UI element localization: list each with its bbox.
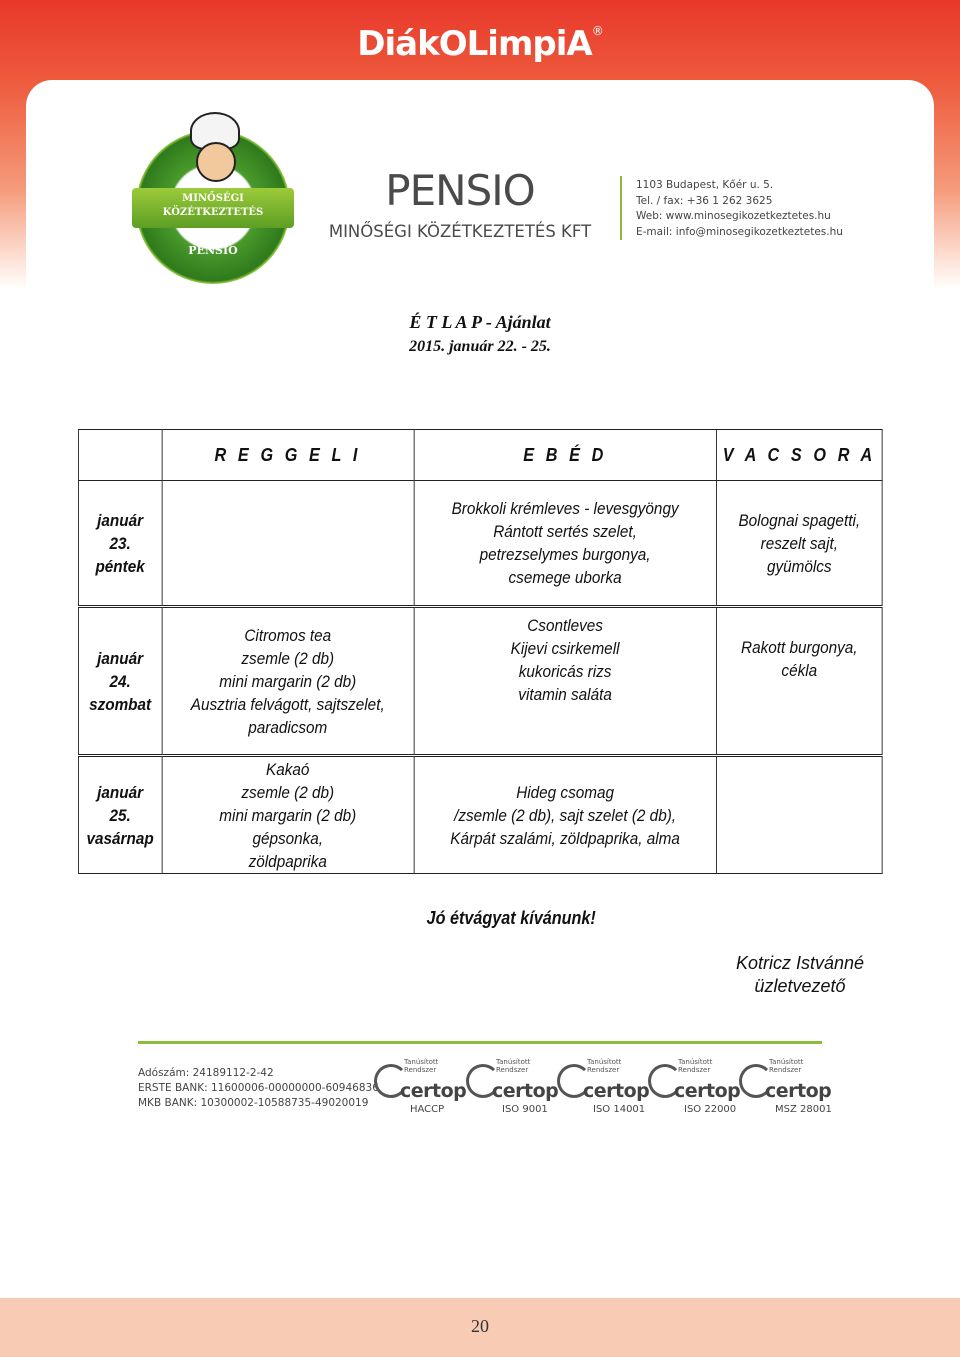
menu-table (78, 429, 883, 874)
col-dinner: V A C S O R A (716, 430, 882, 481)
bank-mkb: MKB BANK: 10300002-10588735-49020019 (138, 1097, 369, 1109)
menu-title (0, 310, 960, 360)
lunch-cell: Hideg csomag /zsemle (2 db), sajt szelet (2 db), Kárpát szalámi, zöldpaprika, alma (414, 756, 717, 874)
lunch-cell: Brokkoli krémleves - levesgyöngy Rántott sertés szelet, petrezselymes burgonya, csemege uborka (414, 481, 717, 607)
cert-badge: Tanúsított Rendszer certop HACCP (374, 1058, 466, 1120)
col-lunch: E B É D (414, 430, 717, 481)
footer-divider (138, 1041, 822, 1044)
signature-role: üzletvezető (754, 976, 846, 996)
table-row (78, 481, 882, 607)
tax-number: Adószám: 24189112-2-42 (138, 1067, 274, 1079)
contact-web: Web: www.minosegikozetkeztetes.hu (636, 210, 831, 222)
chef-face-icon (196, 142, 236, 182)
cert-badge: Tanúsított Rendszer certop ISO 22000 (648, 1058, 740, 1120)
dinner-cell: Bolognai spagetti, reszelt sajt, gyümölcs (716, 481, 882, 607)
date-range: 2015. január 22. - 25. (409, 338, 551, 355)
bank-erste: ERSTE BANK: 11600006-00000000-60946836 (138, 1082, 379, 1094)
lunch-cell: Csontleves Kijevi csirkemell kukoricás rizs vitamin saláta (414, 607, 717, 756)
divider (620, 176, 622, 240)
table-row (78, 607, 882, 756)
closing-text: Jó étvágyat kívánunk! (426, 908, 596, 928)
col-breakfast: R E G G E L I (162, 430, 414, 481)
breakfast-cell: Citromos tea zsemle (2 db) mini margarin (2 db) Ausztria felvágott, sajtszelet, paradicsom (162, 607, 414, 756)
dinner-cell (716, 756, 882, 874)
contact-address: 1103 Budapest, Kőér u. 5. (636, 179, 774, 191)
corner-cell (78, 430, 161, 481)
signature (700, 952, 900, 998)
contact-email: E-mail: info@minosegikozetkeztetes.hu (636, 225, 843, 238)
dinner-cell: Rakott burgonya, cékla (716, 607, 882, 756)
breakfast-cell: Kakaó zsemle (2 db) mini margarin (2 db) gépsonka, zöldpaprika (162, 756, 414, 874)
signature-name: Kotricz Istvánné (735, 953, 865, 973)
bank-details (138, 1066, 379, 1111)
day-cell: január 25. vasárnap (78, 756, 161, 874)
day-cell: január 24. szombat (78, 607, 161, 756)
page-number: 20 (471, 1316, 489, 1336)
table-header-row (78, 430, 882, 481)
company-name: PENSIO (385, 166, 535, 215)
table-row (78, 756, 882, 874)
breakfast-cell (162, 481, 414, 607)
seal-banner: MINŐSÉGI KÖZÉTKEZTETÉS (132, 188, 294, 228)
diakolimpia-logo: DiákOLimpiA® (357, 24, 603, 64)
day-cell: január 23. péntek (78, 481, 161, 607)
title-line: É T L A P - Ajánlat (409, 312, 551, 332)
company-subtitle: MINŐSÉGI KÖZÉTKEZTETÉS KFT (328, 222, 592, 241)
cert-badge: Tanúsított Rendszer certop ISO 9001 (466, 1058, 558, 1120)
contact-block (636, 178, 843, 240)
seal-bottom-text: PENSIO (188, 244, 238, 257)
cert-badge: Tanúsított Rendszer certop MSZ 28001 (739, 1058, 831, 1120)
contact-phone: Tel. / fax: +36 1 262 3625 (636, 194, 773, 207)
cert-badge: Tanúsított Rendszer certop ISO 14001 (557, 1058, 649, 1120)
